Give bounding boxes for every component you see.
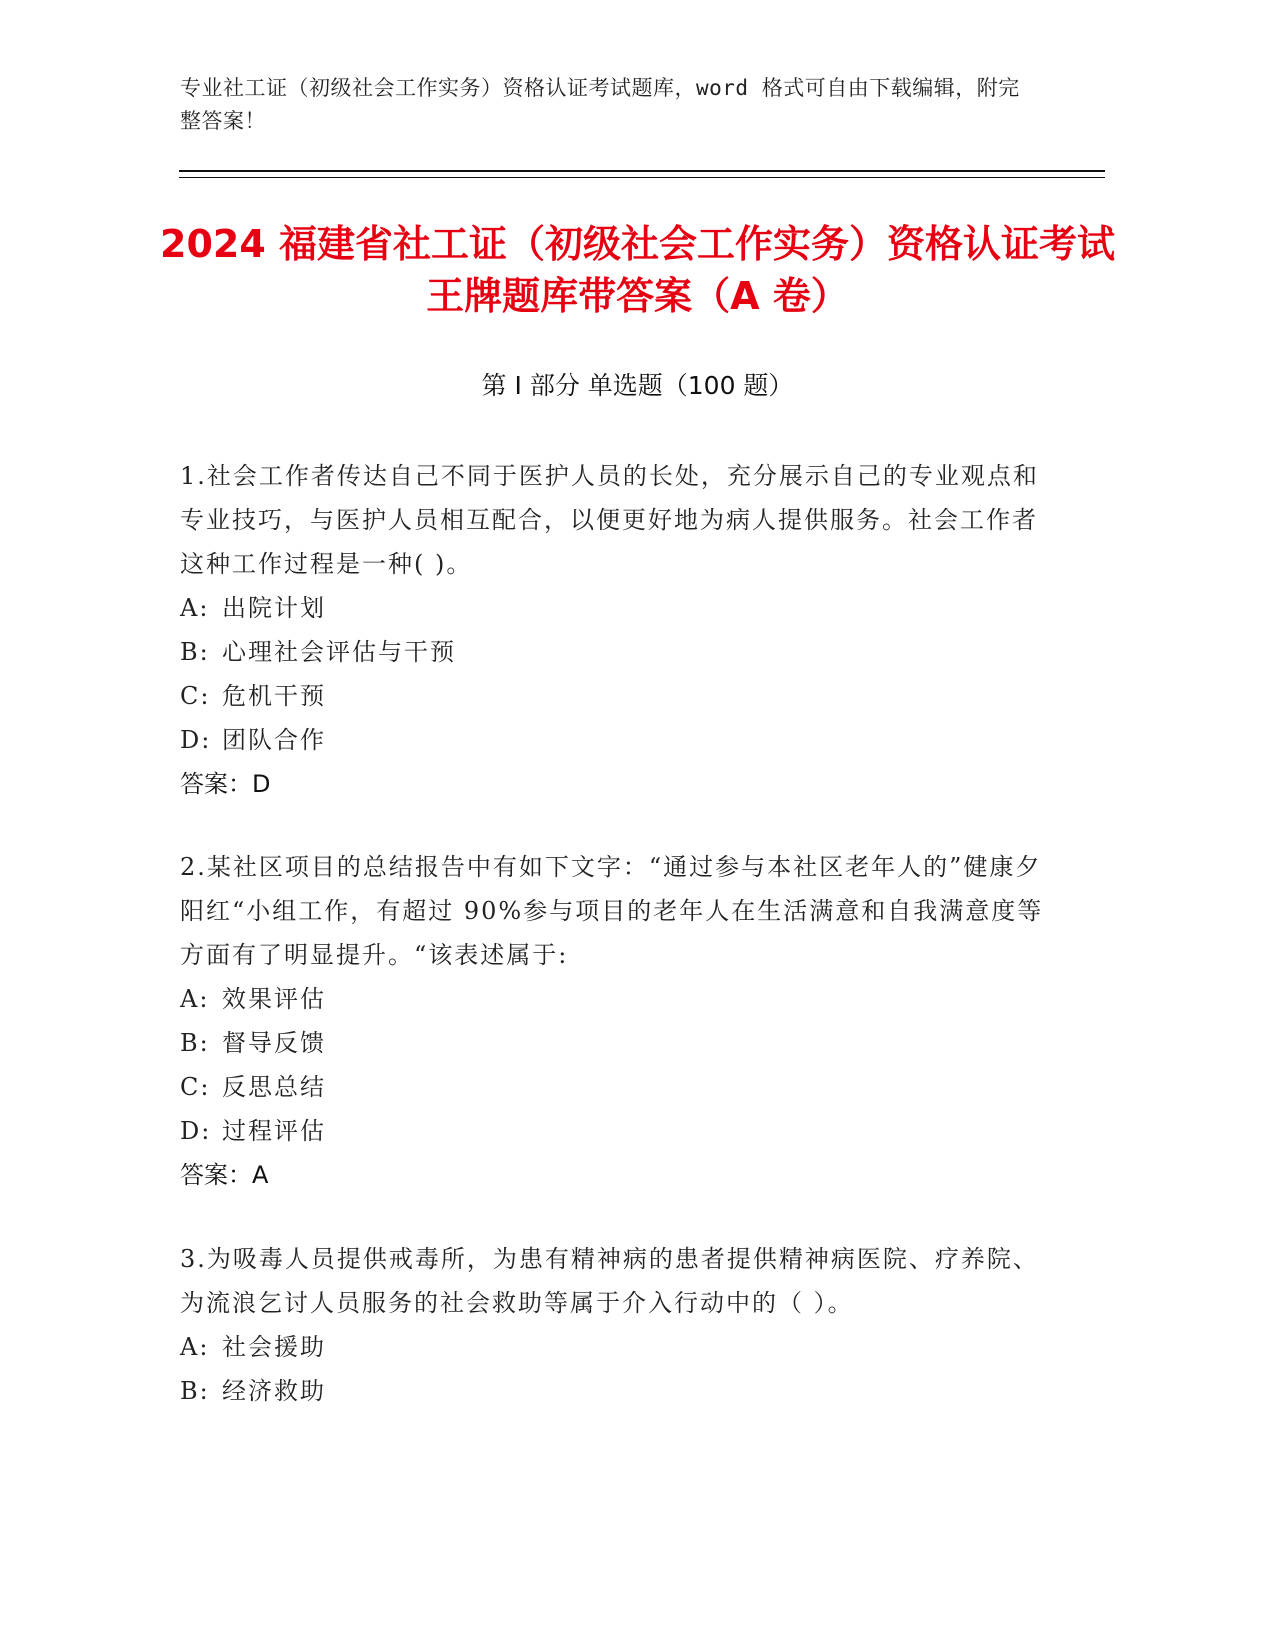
option-letter: D: [180, 726, 212, 754]
option-text: 督导反馈 [222, 1029, 326, 1057]
question-1 [180, 454, 1050, 806]
option-a [180, 1325, 1050, 1369]
option-text: 团队合作 [222, 726, 326, 754]
option-text: 经济救助 [222, 1377, 326, 1405]
option-letter: D: [180, 1117, 212, 1145]
answer-line: 答案：A [180, 1161, 269, 1189]
option-text: 反思总结 [222, 1073, 326, 1101]
question-stem: 1.社会工作者传达自己不同于医护人员的长处，充分展示自己的专业观点和专业技巧，与医护人员相互配合，以便更好地为病人提供服务。社会工作者这种工作过程是一种( )。 [180, 462, 1039, 578]
option-b [180, 1021, 1050, 1065]
option-letter: A: [180, 985, 210, 1013]
option-b [180, 1369, 1050, 1413]
question-2 [180, 845, 1050, 1197]
question-stem: 3.为吸毒人员提供戒毒所，为患有精神病的患者提供精神病医院、疗养院、为流浪乞讨人员服务的社会救助等属于介入行动中的（ ）。 [180, 1245, 1039, 1317]
option-letter: B: [180, 1029, 210, 1057]
option-text: 心理社会评估与干预 [222, 638, 456, 666]
option-text: 过程评估 [222, 1117, 326, 1145]
question-3 [180, 1237, 1050, 1413]
document-title: 2024 福建省社工证（初级社会工作实务）资格认证考试王牌题库带答案（A 卷） [160, 222, 1115, 318]
option-letter: A: [180, 594, 210, 622]
option-text: 危机干预 [222, 682, 326, 710]
option-c [180, 674, 1050, 718]
header-note: 专业社工证（初级社会工作实务）资格认证考试题库，word 格式可自由下载编辑，附完整答案！ [180, 76, 1020, 133]
option-letter: B: [180, 1377, 210, 1405]
option-c [180, 1065, 1050, 1109]
section-title: 第 I 部分 单选题（100 题） [481, 371, 794, 400]
answer-line: 答案：D [180, 770, 271, 798]
option-letter: A: [180, 1333, 210, 1361]
header-divider-thin [179, 177, 1105, 178]
header-divider-thick [179, 170, 1105, 172]
option-letter: B: [180, 638, 210, 666]
question-stem: 2.某社区项目的总结报告中有如下文字：“通过参与本社区老年人的”健康夕阳红“小组工作，有超过 90%参与项目的老年人在生活满意和自我满意度等方面有了明显提升。“该表述属于: [180, 853, 1044, 969]
option-letter: C: [180, 1073, 211, 1101]
option-d [180, 718, 1050, 762]
option-text: 出院计划 [222, 594, 326, 622]
option-d [180, 1109, 1050, 1153]
option-b [180, 630, 1050, 674]
option-a [180, 586, 1050, 630]
option-letter: C: [180, 682, 211, 710]
option-text: 效果评估 [222, 985, 326, 1013]
option-text: 社会援助 [222, 1333, 326, 1361]
option-a [180, 977, 1050, 1021]
